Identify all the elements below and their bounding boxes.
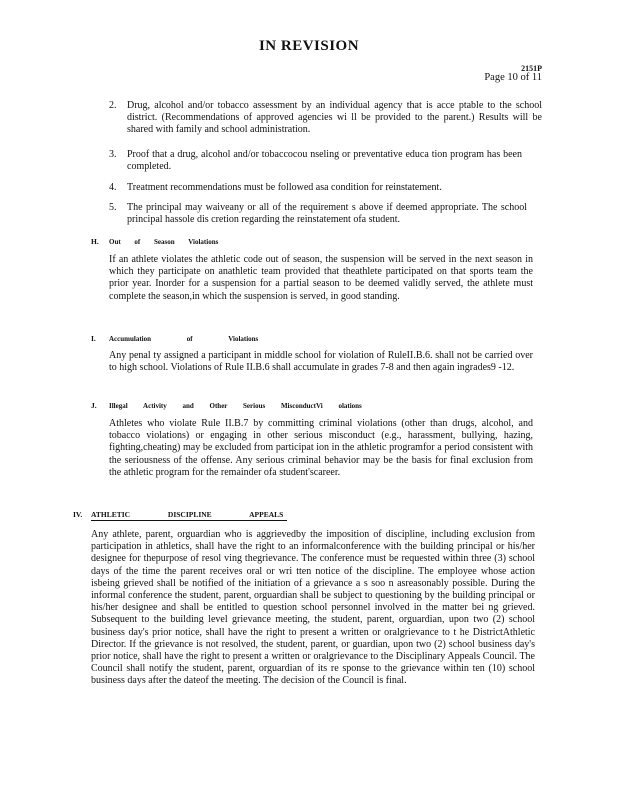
section-text: If an athlete violates the athletic code out of season, the suspension will be served in the next season in which they participate on anathletic team provided that theathlete participated on that sports team the prior year. Inorder for a suspension for a partial season to be deemed validly served, the athlete must complete the season,in which the suspension is served, in good standing.	[109, 254, 533, 302]
item-number: 2.	[109, 100, 117, 111]
page-number: Page 10 of 11	[484, 72, 542, 83]
section-numeral: IV.	[73, 510, 83, 519]
item-text: The principal may waiveany or all of the requirement s above if deemed appropriate. The school principal hassole dis cretion regarding the reinstatement ofa student.	[127, 202, 527, 226]
section-letter: J.	[91, 401, 97, 410]
item-number: 4.	[109, 182, 117, 193]
item-text: Proof that a drug, alcohol and/or tobaccocou nseling or preventative educa tion program has been completed.	[127, 149, 522, 173]
section-heading: ATHLETIC DISCIPLINE APPEALS	[91, 510, 284, 519]
item-text: Drug, alcohol and/or tobacco assessment by an individual agency that is acce ptable to the school district. (Recommendations of approved agencies wi ll be provided to the parent.) Results will be shared with family and school administration.	[127, 100, 542, 136]
section-text: Any athlete, parent, orguardian who is aggrievedby the imposition of discipline, including exclusion from participation in athletics, shall have the right to an informalconference with the building principal or his/her designee for thepurpose of resol ving thegrievance. The conference must be requested within three (3) school days of the time the parent receives oral or wri tten notice of the discipline. The employee whose action isbeing grieved shall be notified of the initiation of a grievance a s soo n asreasonably possible. During the informal conference the student, parent, orguardian shall be subject to questioning by the building principal or his/her designee and shall be entitled to question school personnel involved in the matter bei ng grieved. Subsequent to the building level grievance meeting, the student, parent, orguardian, upon two (2) school business day's prior notice, shall have the right to present a written or oralgrievance to t he DistrictAthletic Director. If the grievance is not resolved, the student, parent, or guardian, upon two (2) school business day's prior notice, shall have the right to present a written or oralgrievance to the Disciplinary Appeals Council. The Council shall notify the student, parent, orguardian of its re sponse to the grievance within ten (10) school business days after the dateof the meeting. The decision of the Council is final.	[91, 529, 535, 687]
page-title: IN REVISION	[258, 38, 360, 54]
item-number: 3.	[109, 149, 117, 160]
section-heading: Accumulation of Violations	[109, 335, 259, 343]
heading-underline	[91, 520, 287, 521]
item-text: Treatment recommendations must be followed asa condition for reinstatement.	[127, 182, 442, 193]
section-letter: I.	[91, 334, 96, 343]
section-heading: Illegal Activity and Other Serious MisconductVi olations	[109, 402, 362, 410]
section-letter: H.	[91, 237, 99, 246]
section-text: Athletes who violate Rule II.B.7 by committing criminal violations (other than drugs, alcohol, and tobacco violations) or engaging in other serious misconduct (e.g., harassment, bullying, hazing, fighting,cheating) may be excluded from participat ion in the athletic programfor a period consistent with the seriousness of the offense. Any serious criminal behavior may be the basis for final exclusion from the athletic program for the remainder ofa student'scareer.	[109, 418, 533, 478]
item-number: 5.	[109, 202, 117, 213]
section-text: Any penal ty assigned a participant in middle school for violation of RuleII.B.6. shall not be carried over to high school. Violations of Rule II.B.6 shall accumulate in grades 7-8 and then again ingrades9 -12.	[109, 350, 533, 374]
policy-code: 2151P	[521, 64, 542, 73]
section-heading: Out of Season Violations	[109, 238, 219, 246]
